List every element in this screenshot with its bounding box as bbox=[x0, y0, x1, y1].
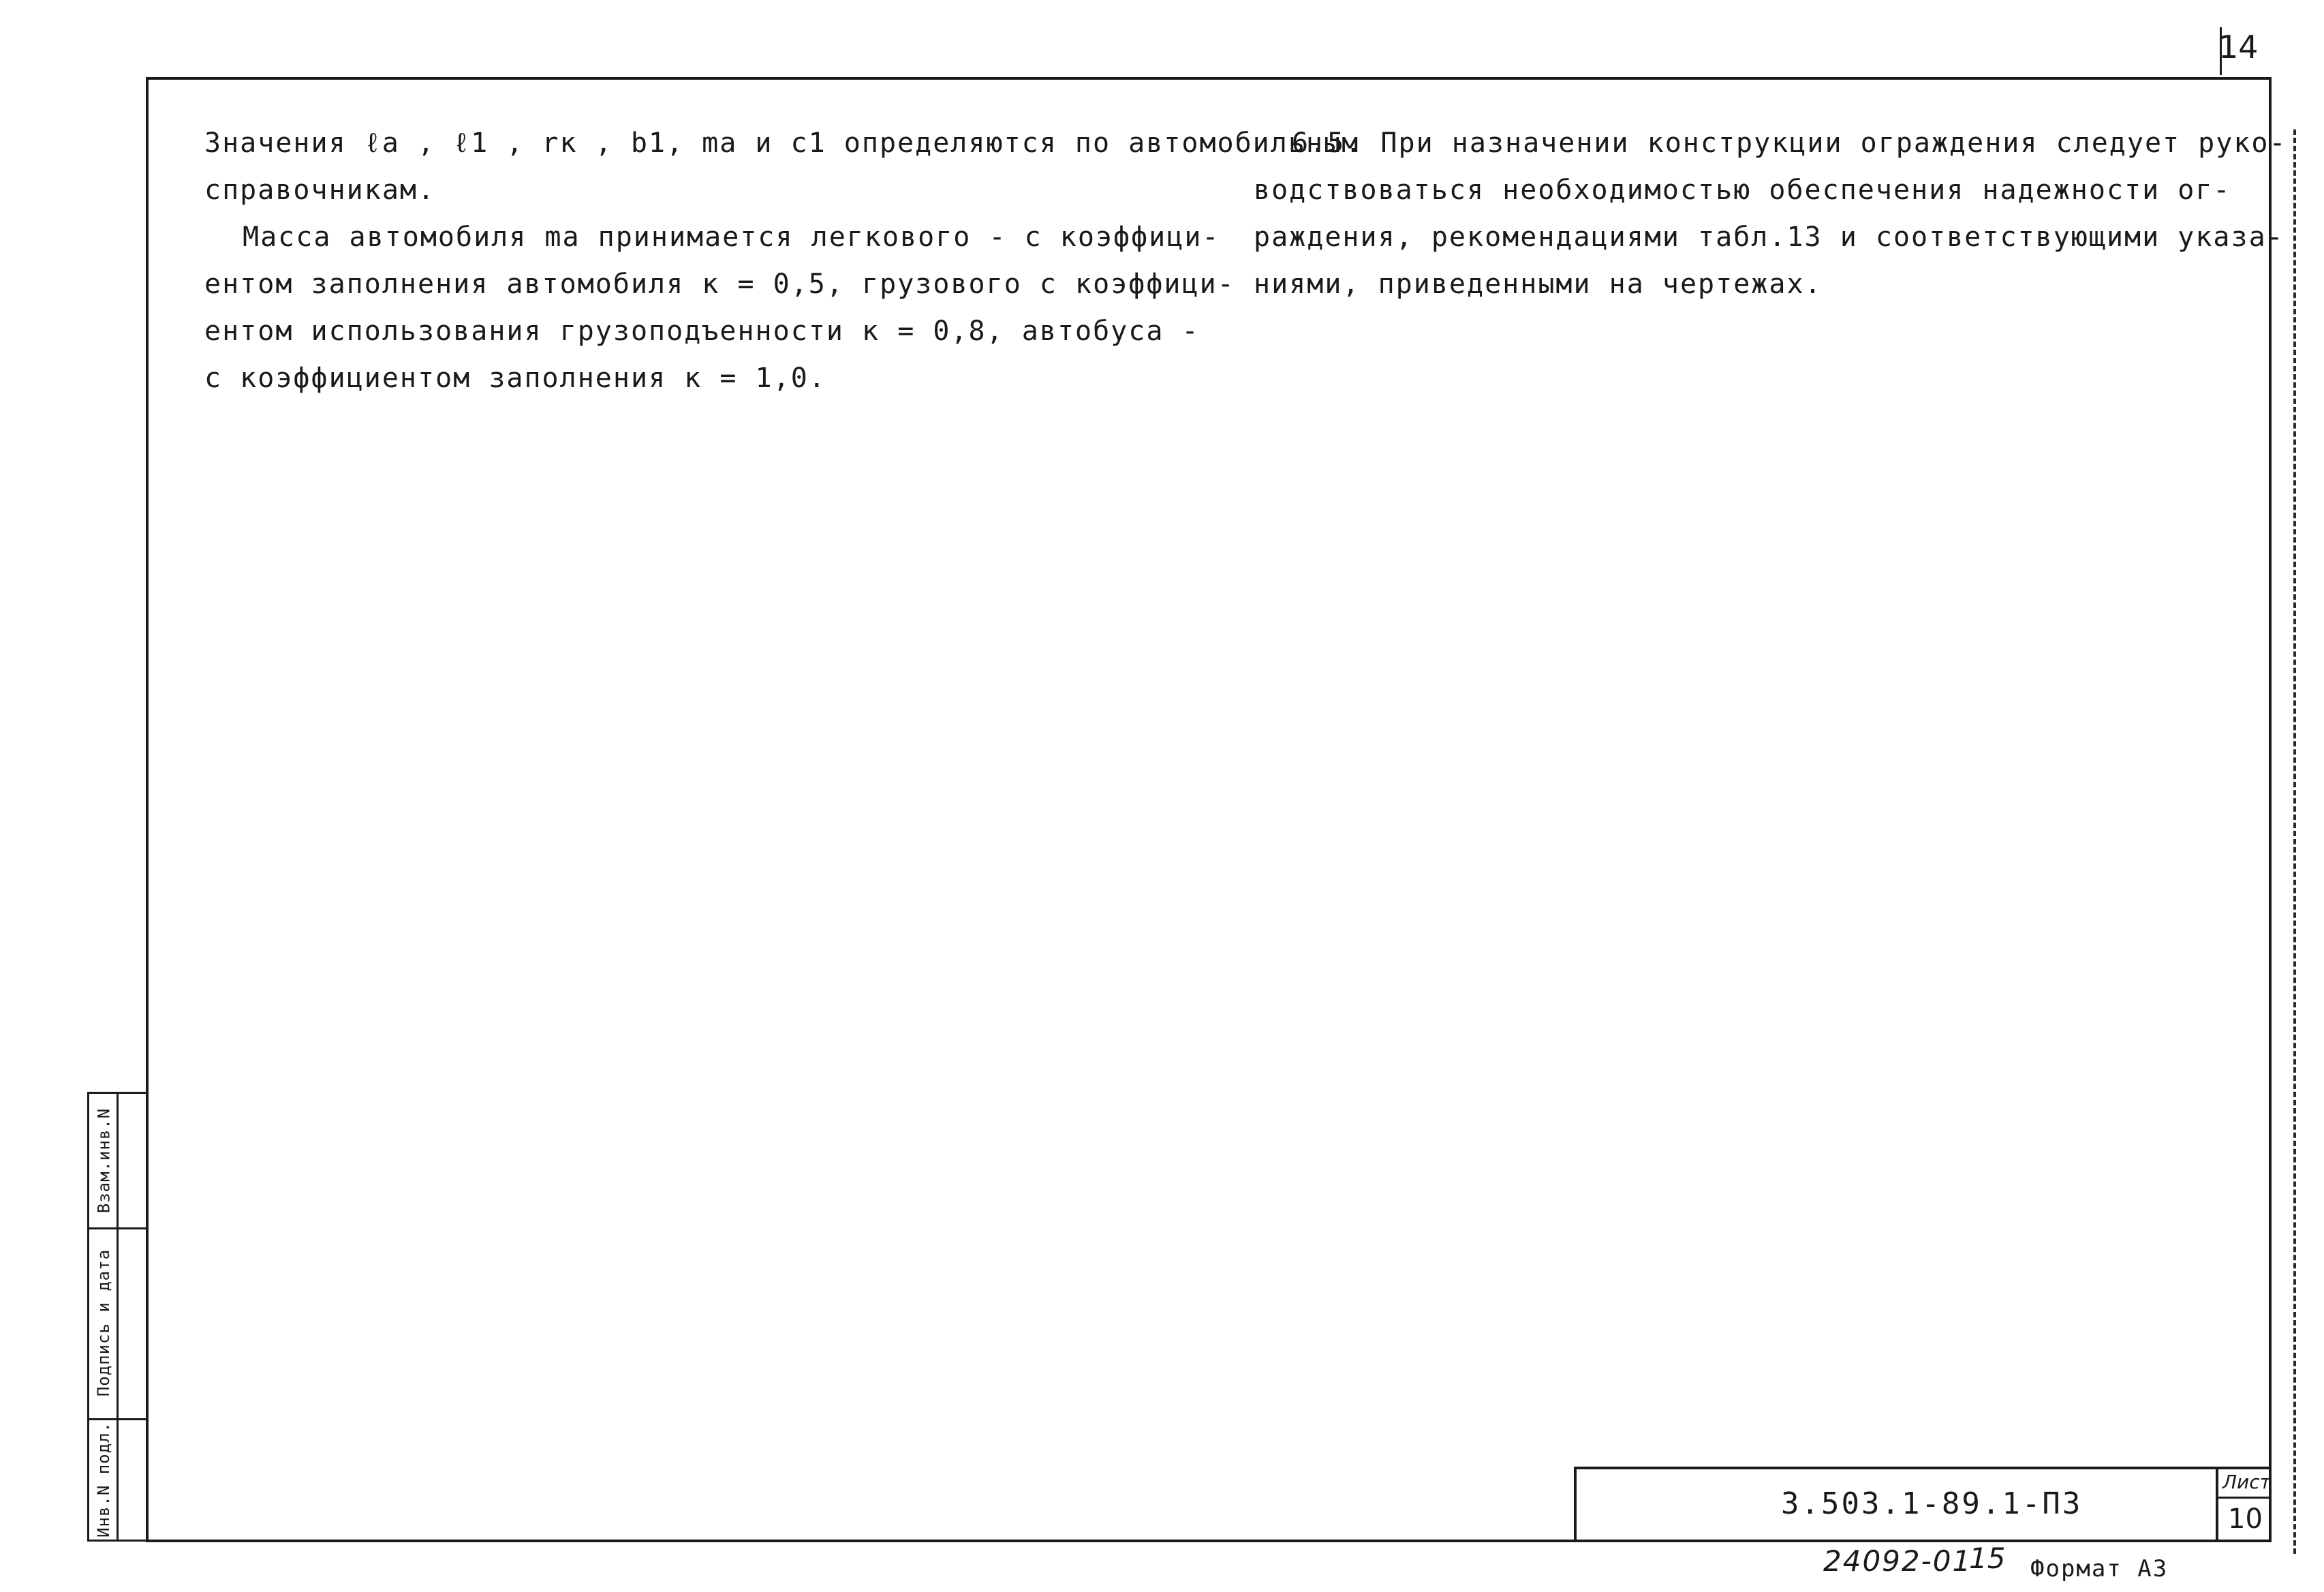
sheet-label: Лист bbox=[2222, 1471, 2271, 1493]
paper-format: Формат А3 bbox=[2030, 1555, 2169, 1582]
document-code: 3.503.1-89.1-ПЗ bbox=[1781, 1486, 2083, 1521]
page-number: 15 bbox=[1969, 1542, 2006, 1575]
top-sheet-number: 14 bbox=[2218, 29, 2259, 65]
stamp-label-original-inventory: Инв.N подл. bbox=[94, 1422, 114, 1537]
margin-stamp bbox=[87, 1092, 149, 1542]
title-block bbox=[1574, 1467, 2272, 1542]
archive-number: 24092-01 bbox=[1823, 1544, 1972, 1578]
sheet-cell-divider bbox=[2218, 1497, 2269, 1499]
text-line: Масса автомобиля mа принимается легкового - с коэффици- bbox=[243, 221, 1220, 253]
text-line: ниями, приведенными на чертежах. bbox=[1254, 269, 1823, 300]
text-line: с коэффициентом заполнения к = 1,0. bbox=[204, 363, 826, 394]
frame-edge-mark bbox=[2293, 129, 2296, 1554]
stamp-divider bbox=[117, 1094, 119, 1540]
right-text-column bbox=[1254, 120, 2287, 308]
stamp-label-signature-date: Подпись и дата bbox=[94, 1249, 114, 1397]
text-line: водствоваться необходимостью обеспечения надежности ог- bbox=[1254, 174, 2231, 206]
text-line: 6.5. При назначении конструкции ограждения следует руко- bbox=[1292, 127, 2287, 159]
text-line: Значения ℓa , ℓ1 , rк , b1, mа и c1 определяются по автомобильным bbox=[204, 127, 1360, 159]
text-line: раждения, рекомендациями табл.13 и соответствующими указа- bbox=[1254, 221, 2284, 253]
sheet-value: 10 bbox=[2228, 1503, 2263, 1535]
left-text-column bbox=[204, 120, 1359, 402]
text-line: ентом заполнения автомобиля к = 0,5, грузового с коэффици- bbox=[204, 269, 1235, 300]
text-line: ентом использования грузоподъенности к = 0,8, автобуса - bbox=[204, 316, 1200, 347]
text-line: справочникам. bbox=[204, 174, 436, 206]
sheet-cell bbox=[2216, 1469, 2269, 1542]
stamp-label-replacement: Взам.инв.N bbox=[94, 1107, 113, 1214]
